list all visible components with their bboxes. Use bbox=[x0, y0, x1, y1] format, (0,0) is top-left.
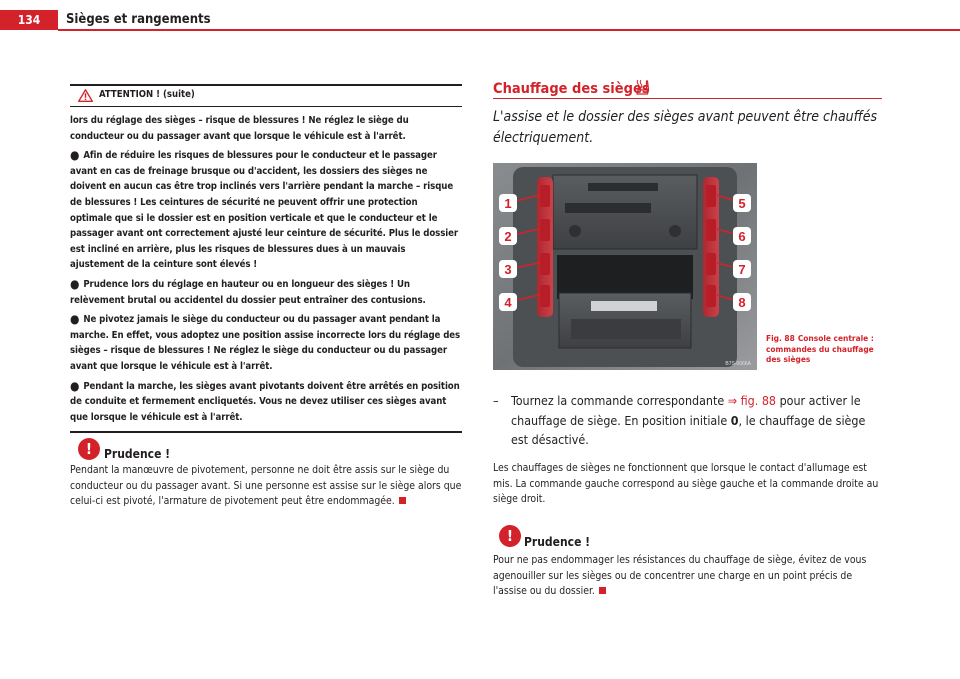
warning-bullet: ● Prudence lors du réglage en hauteur ou en longueur des sièges ! Un relèvement brutal ou accidentel du dossier peut entraîner des contusions. bbox=[70, 276, 426, 306]
section-rule bbox=[493, 98, 882, 99]
figure-code: B7S-0066A bbox=[725, 361, 751, 367]
callout-5: 5 bbox=[738, 196, 746, 211]
warning-bullet: ● Ne pivotez jamais le siège du conducteur ou du passager avant pendant la marche. En effet, vous adoptez une position assise incorrecte lors du réglage des sièges – risque de blessures ! Ne réglez le siège du conducteur ou du passager avant que lorsque le véhicule est à l'arrêt. bbox=[70, 312, 461, 372]
seat-heating-icon bbox=[634, 79, 650, 96]
step-dash: – bbox=[493, 393, 499, 408]
page-number: 134 bbox=[0, 10, 58, 30]
callout-1: 1 bbox=[504, 196, 512, 211]
callout-4: 4 bbox=[504, 295, 512, 310]
notice-title: Prudence ! bbox=[104, 447, 171, 461]
notice-icon: ! bbox=[78, 438, 100, 460]
callout-8: 8 bbox=[738, 295, 746, 310]
bullet-icon: ● bbox=[70, 276, 80, 291]
callout-2: 2 bbox=[504, 229, 512, 244]
notice-title: Prudence ! bbox=[524, 535, 591, 549]
callout-7: 7 bbox=[738, 262, 746, 277]
warning-bullet: ● Pendant la marche, les sièges avant pivotants doivent être arrêtés en position de conduite et fermement encliquetés. Vous ne devez utiliser ces sièges avant que lorsque le véhicule est à l'arrêt. bbox=[70, 378, 460, 423]
warning-box bbox=[70, 84, 462, 433]
bullet-icon: ● bbox=[70, 312, 80, 327]
initial-position-value: 0 bbox=[730, 412, 739, 428]
warning-body bbox=[70, 107, 462, 431]
warning-header bbox=[70, 86, 462, 107]
body-paragraph: Les chauffages de sièges ne fonctionnent que lorsque le contact d'allumage est mis. La commande gauche correspond au siège gauche et la commande droite au siège droit. bbox=[493, 462, 879, 506]
notice-text: Pour ne pas endommager les résistances du chauffage de siège, évitez de vous agenouiller sur les sièges ou de concentrer une charge en un point précis de l'assise ou du dossier. bbox=[493, 554, 867, 598]
bullet-icon: ● bbox=[70, 378, 80, 393]
lead-text: L'assise et le dossier des sièges avant peuvent être chauffés électriquement. bbox=[493, 109, 878, 146]
console-photo bbox=[493, 163, 757, 370]
figure-caption: Fig. 88 Console centrale : commandes du chauffage des sièges bbox=[766, 333, 874, 364]
warning-intro: lors du réglage des sièges – risque de blessures ! Ne réglez le siège du conducteur ou du passager avant que lorsque le véhicule est à l'arrêt. bbox=[70, 115, 409, 142]
notice-icon: ! bbox=[499, 525, 521, 547]
warning-bullet: ● Afin de réduire les risques de blessures pour le conducteur et le passager avant en cas de freinage brusque ou d'accident, les dossiers des sièges ne doivent en aucun cas être trop inclinés vers l'arrière pendant la marche – risque de blessures ! Les ceintures de sécurité ne peuvent offrir une protection optimale que si le dossier est en position verticale et que le conducteur et le passager avant ont correctement ajusté leur ceinture de sécurité. Plus le dossier est incliné en arrière, plus les risques de blessures dues à un mauvais ajustement de la ceinture sont élevés ! bbox=[70, 148, 459, 271]
warning-bottom-rule bbox=[70, 431, 462, 433]
figure-link[interactable]: ⇒ fig. 88 bbox=[727, 393, 777, 408]
warning-title: ATTENTION ! (suite) bbox=[99, 89, 195, 100]
instruction-step: – Tournez la commande correspondante ⇒ fig. 88 pour activer le chauffage de siège. En position initiale 0, le chauffage de siège est désactivé. bbox=[493, 393, 866, 447]
notice-text: Pendant la manœuvre de pivotement, personne ne doit être assis sur le siège du conducteur ou du passager avant. Si une personne est assise sur le siège alors que celui-ci est pivoté, l'armature de pivotement peut être endommagée. bbox=[70, 464, 462, 508]
callout-3: 3 bbox=[504, 262, 512, 277]
end-mark-icon bbox=[399, 497, 406, 504]
running-title: Sièges et rangements bbox=[66, 12, 211, 27]
callout-6: 6 bbox=[738, 229, 746, 244]
header-rule bbox=[58, 29, 960, 31]
bullet-icon: ● bbox=[70, 148, 80, 163]
end-mark-icon bbox=[599, 587, 606, 594]
warning-triangle-icon bbox=[78, 89, 93, 102]
section-title: Chauffage des sièges bbox=[493, 81, 650, 97]
